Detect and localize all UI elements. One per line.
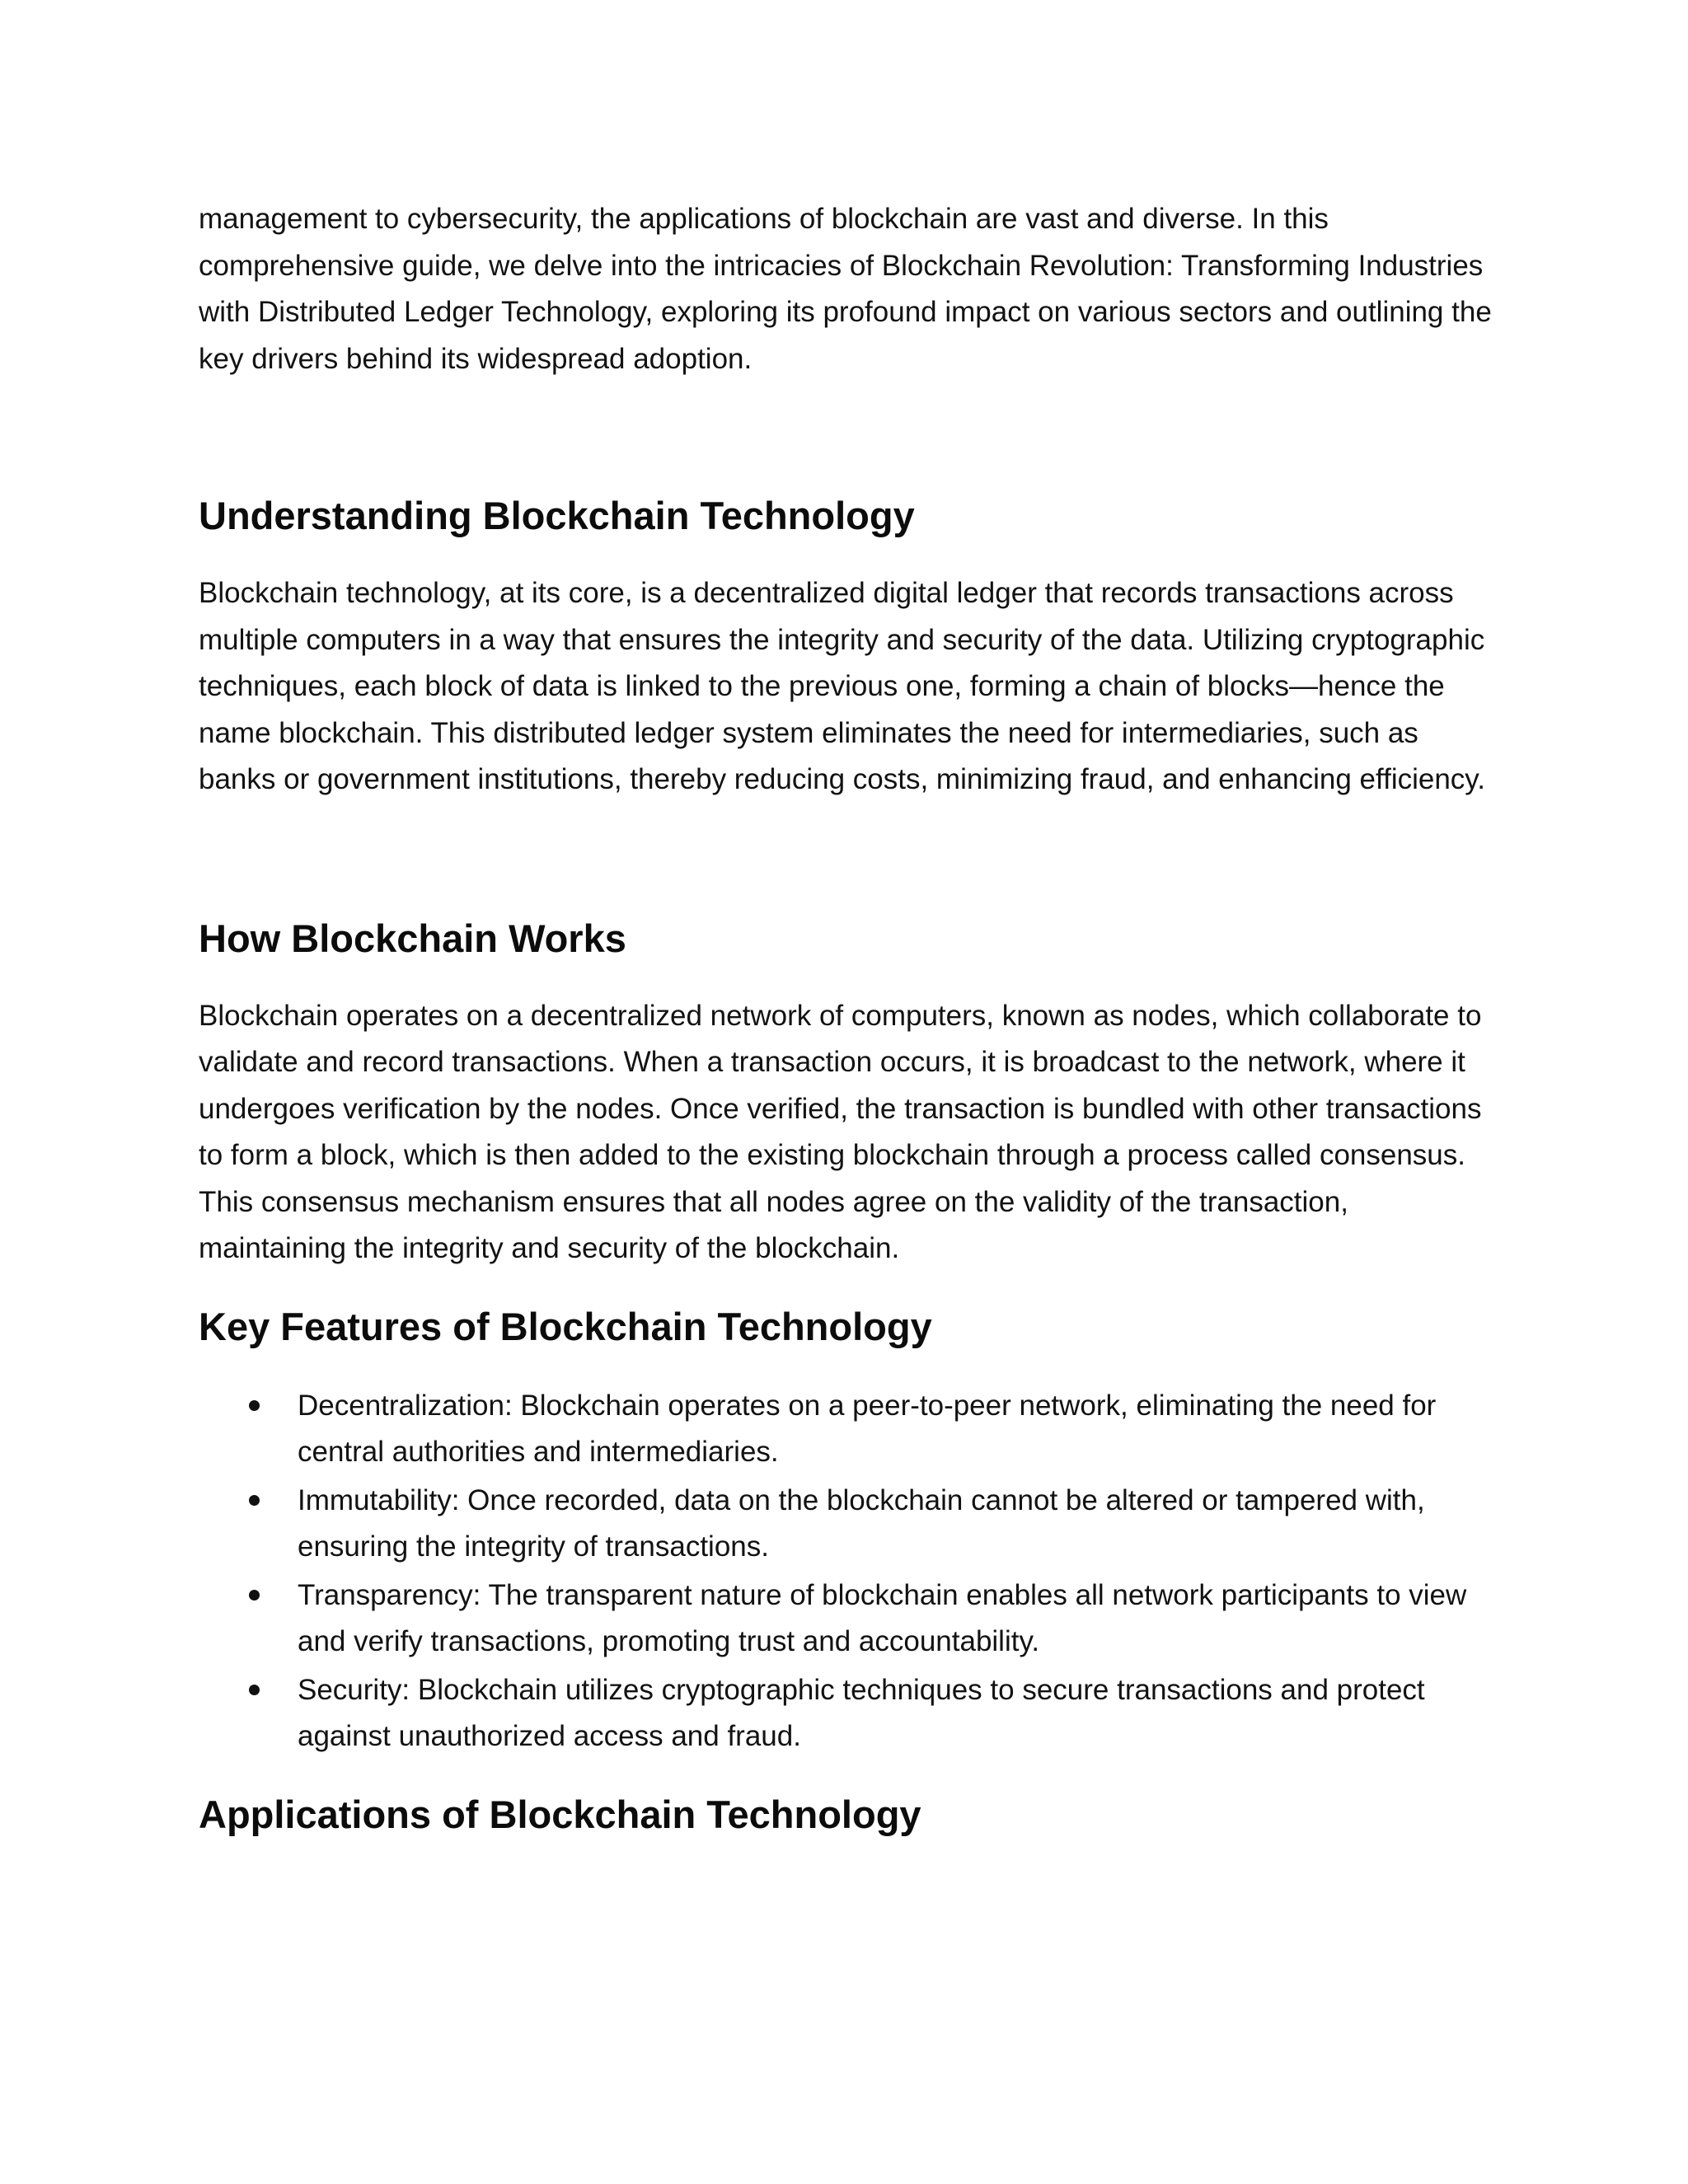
paragraph-how-blockchain-works: Blockchain operates on a decentralized network of computers, known as nodes, which collaborate to validate and record transactions. When a transaction occurs, it is broadcast to the network, where it undergoes verification by the nodes. Once verified, the transaction is bundled with other transactions to form a block, which is then added to the existing blockchain through a process called consensus. This consensus mechanism ensures that all nodes agree on the validity of the transaction, maintaining the integrity and security of the blockchain. (199, 999, 1482, 1264)
bullet-icon (249, 1590, 260, 1601)
list-item-text: Immutability: Once recorded, data on the blockchain cannot be altered or tampered with, ensuring the integrity of transactions. (298, 1483, 1425, 1563)
document-body (199, 196, 1501, 1840)
list-item-text: Transparency: The transparent nature of blockchain enables all network participants to view and verify transactions, promoting trust and accountability. (298, 1578, 1467, 1657)
heading-key-features: Key Features of Blockchain Technology (199, 1304, 932, 1348)
list-item (199, 1478, 1501, 1571)
key-features-list (199, 1383, 1501, 1760)
list-item-text: Decentralization: Blockchain operates on a peer-to-peer network, eliminating the need for central authorities and intermediaries. (298, 1389, 1437, 1468)
bullet-icon (249, 1400, 260, 1411)
heading-how-blockchain-works: How Blockchain Works (199, 916, 626, 960)
heading-understanding-blockchain: Understanding Blockchain Technology (199, 494, 915, 537)
list-item (199, 1667, 1501, 1760)
bullet-icon (249, 1685, 260, 1695)
heading-applications: Applications of Blockchain Technology (199, 1792, 921, 1836)
intro-paragraph: management to cybersecurity, the applications of blockchain are vast and diverse. In this comprehensive guide, we delve into the intricacies of Blockchain Revolution: Transforming Industries with Distributed Ledger Technology, exploring its profound impact on various sectors and outlining the key drivers behind its widespread adoption. (199, 203, 1492, 375)
bullet-icon (249, 1495, 260, 1506)
list-item-text: Security: Blockchain utilizes cryptographic techniques to secure transactions and protect against unauthorized access and fraud. (298, 1673, 1425, 1752)
list-item (199, 1383, 1501, 1476)
list-item (199, 1572, 1501, 1666)
paragraph-understanding-blockchain: Blockchain technology, at its core, is a decentralized digital ledger that records transactions across multiple computers in a way that ensures the integrity and security of the data. Utilizing cryptographic techniques, each block of data is linked to the previous one, forming a chain of blocks—hence the name blockchain. This distributed ledger system eliminates the need for intermediaries, such as banks or government institutions, thereby reducing costs, minimizing fraud, and enhancing efficiency. (199, 577, 1485, 795)
